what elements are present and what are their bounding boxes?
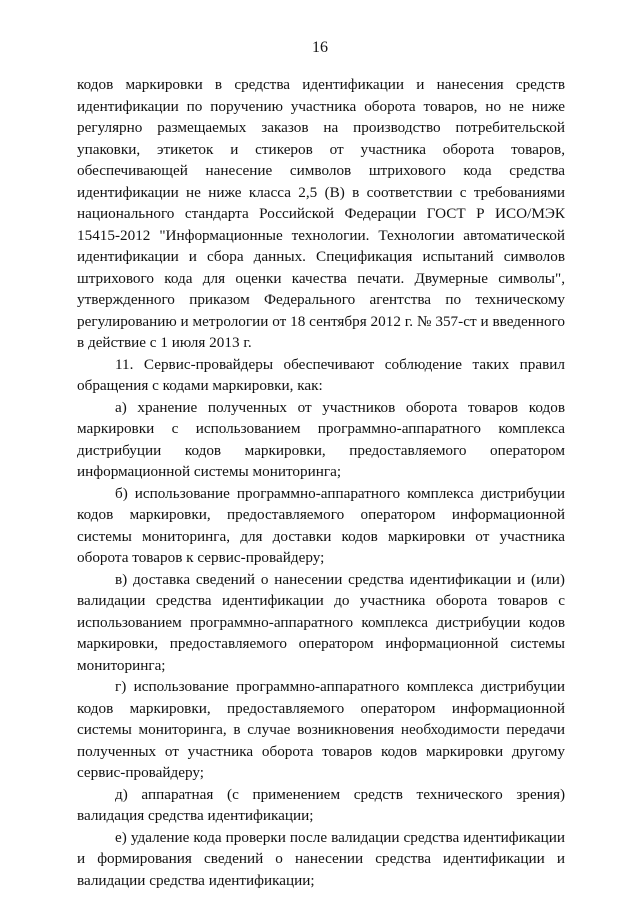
paragraph-clause-11: 11. Сервис-провайдеры обеспечивают соблюдение таких правил обращения с кодами маркировки, как: <box>77 355 565 394</box>
paragraph-item-d: д) аппаратная (с применением средств технического зрения) валидация средства идентификации; <box>77 785 565 824</box>
paragraph-item-a: а) хранение полученных от участников оборота товаров кодов маркировки с использованием программно-аппаратного комплекса дистрибуции кодов маркировки, предоставляемого оператором информационной системы мониторинга; <box>77 398 565 480</box>
paragraph-continuation: кодов маркировки в средства идентификации и нанесения средств идентификации по поручению участника оборота товаров, но не ниже регулярно размещаемых заказов на производство потребительской упаковки, этикеток и стикеров от участника оборота товаров, обеспечивающей нанесение символов штрихового кода средства идентификации не ниже класса 2,5 (В) в соответствии с требованиями национального стандарта Российской Федерации ГОСТ Р ИСО/МЭК 15415-2012 "Информационные технологии. Технологии автоматической идентификации и сбора данных. Спецификация испытаний символов штрихового кода для оценки качества печати. Двумерные символы", утвержденного приказом Федерального агентства по техническому регулированию и метрологии от 18 сентября 2012 г. № 357-ст и введенного в действие с 1 июля 2013 г. <box>77 76 565 351</box>
paragraph-item-b: б) использование программно-аппаратного комплекса дистрибуции кодов маркировки, предоставляемого оператором информационной системы мониторинга, для доставки кодов маркировки от участника оборота товаров к сервис-провайдеру; <box>77 484 565 566</box>
document-body <box>77 74 565 891</box>
paragraph-item-v: в) доставка сведений о нанесении средства идентификации и (или) валидации средства идентификации до участника оборота товаров с использованием программно-аппаратного комплекса дистрибуции кодов маркировки, предоставляемого оператором информационной системы мониторинга; <box>77 570 565 674</box>
paragraph-item-g: г) использование программно-аппаратного комплекса дистрибуции кодов маркировки, предоставляемого оператором информационной системы мониторинга, в случае возникновения необходимости передачи полученных от участника оборота товаров кодов маркировки другому сервис-провайдеру; <box>77 678 565 781</box>
page-number: 16 <box>312 39 328 56</box>
paragraph-item-e: е) удаление кода проверки после валидации средства идентификации и формирования сведений о нанесении средства идентификации и валидации средства идентификации; <box>77 828 565 889</box>
